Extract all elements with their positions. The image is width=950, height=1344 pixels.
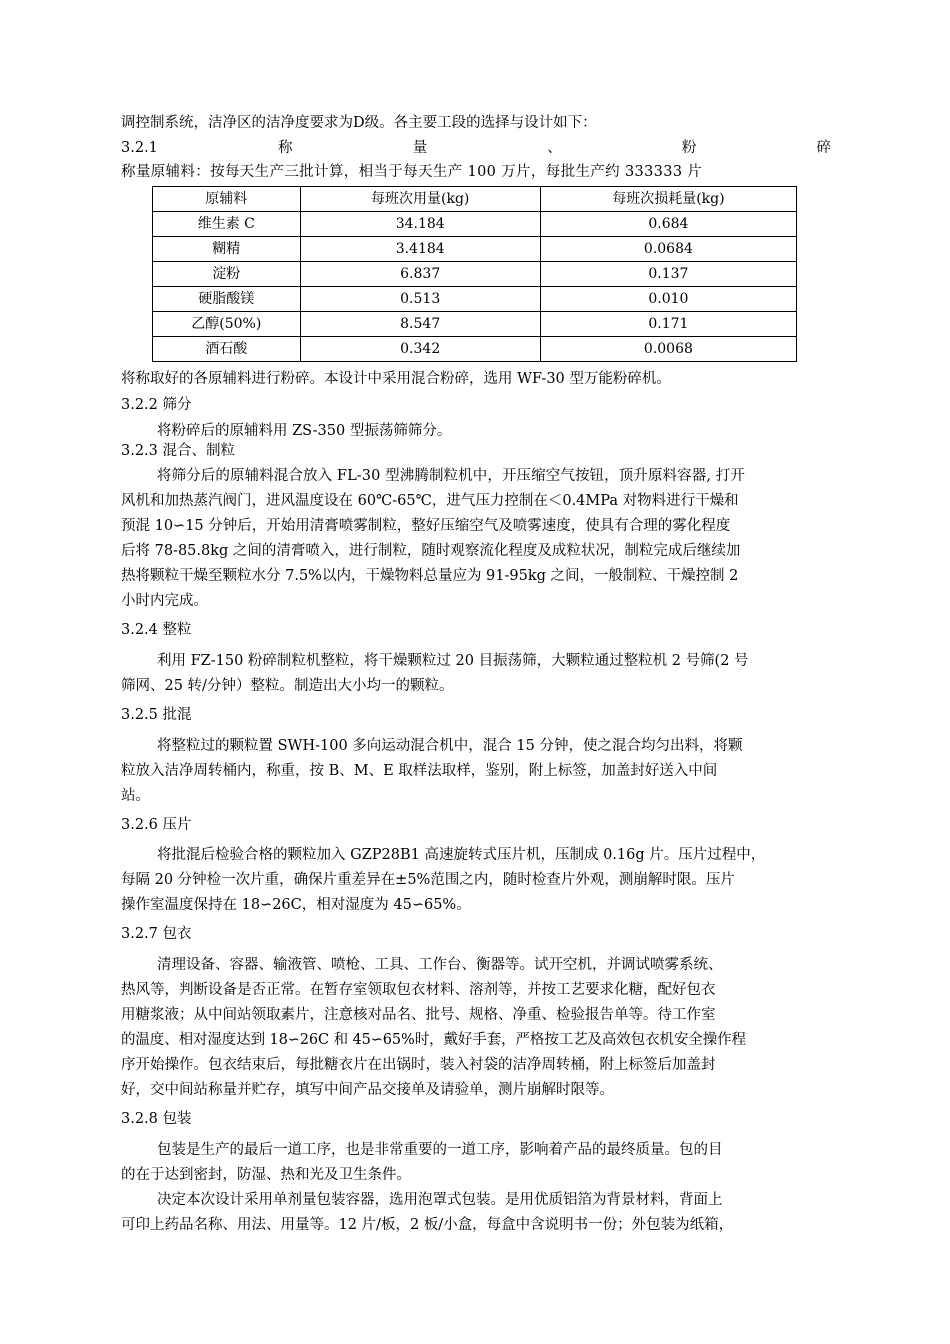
paragraph-line: 可印上药品名称、用法、用量等。12 片/板，2 板/小盒，每盒中含说明书一份；外包装为纸箱， [121, 1217, 734, 1233]
paragraph-line: 的温度、相对湿度达到 18∽26C 和 45∽65%时，戴好手套，严格按工艺及高效包衣机安全操作程 [121, 1032, 746, 1048]
paragraph-line: 将粉碎后的原辅料用 ZS-350 型振荡筛筛分。 [157, 423, 452, 439]
paragraph-line: 用糖浆液；从中间站领取素片，注意核对品名、批号、规格、净重、检验报告单等。待工作室 [121, 1007, 716, 1023]
paragraph-line: 称量原辅料：按每天生产三批计算，相当于每天生产 100 万片，每批生产约 333333 片 [121, 164, 703, 180]
table-cell: 乙醇(50%) [153, 312, 301, 337]
section-heading-3-2-7: 3.2.7 包衣 [121, 926, 192, 942]
paragraph-line: 热将颗粒干燥至颗粒水分 7.5%以内，干燥物料总量应为 91-95kg 之间，一般制粒、干燥控制 2 [121, 568, 739, 584]
section-heading-3-2-6: 3.2.6 压片 [121, 817, 192, 833]
heading-char: 量 [412, 140, 428, 156]
table-header-row [153, 187, 797, 212]
table-cell: 34.184 [300, 212, 540, 237]
paragraph-line: 风机和加热蒸汽阀门，进风温度设在 60℃-65℃，进气压力控制在＜0.4MPa 对物料进行干燥和 [121, 493, 739, 509]
table-cell: 酒石酸 [153, 337, 301, 362]
table-cell: 0.137 [540, 262, 796, 287]
paragraph-line: 序开始操作。包衣结束后，每批糖衣片在出锅时，装入衬袋的洁净周转桶，附上标签后加盖封 [121, 1057, 716, 1073]
table-row [153, 212, 797, 237]
paragraph-line: 站。 [121, 788, 150, 804]
section-heading-3-2-8: 3.2.8 包装 [121, 1111, 192, 1127]
table-row [153, 262, 797, 287]
paragraph-line: 筛网、25 转/分钟）整粒。制造出大小均一的颗粒。 [121, 678, 454, 694]
paragraph-line: 将称取好的各原辅料进行粉碎。本设计中采用混合粉碎，选用 WF-30 型万能粉碎机。 [121, 371, 671, 387]
paragraph-line: 决定本次设计采用单剂量包装容器，选用泡罩式包装。是用优质铝箔为背景材料，背面上 [157, 1192, 723, 1208]
table-cell: 0.0684 [540, 237, 796, 262]
section-number: 3.2.1 [121, 140, 158, 156]
paragraph-line: 小时内完成。 [121, 593, 208, 609]
table-header-cell: 原辅料 [153, 187, 301, 212]
paragraph-line: 包装是生产的最后一道工序，也是非常重要的一道工序，影响着产品的最终质量。包的目 [157, 1142, 723, 1158]
section-heading-3-2-3: 3.2.3 混合、制粒 [121, 443, 236, 459]
table-header-cell: 每班次损耗量(kg) [540, 187, 796, 212]
paragraph-line: 每隔 20 分钟检一次片重，确保片重差异在±5%范围之内，随时检查片外观，测崩解时限。压片 [121, 872, 735, 888]
table-row [153, 237, 797, 262]
paragraph-line: 预混 10∽15 分钟后，开始用清膏喷雾制粒，整好压缩空气及喷雾速度，使具有合理的雾化程度 [121, 518, 731, 534]
paragraph-line: 清理设备、容器、输液管、喷枪、工具、工作台、衡器等。试开空机，并调试喷雾系统、 [157, 957, 723, 973]
heading-char: 粉 [681, 140, 697, 156]
paragraph-line: 操作室温度保持在 18∽26C，相对湿度为 45∽65%。 [121, 897, 471, 913]
paragraph-line: 好，交中间站称量并贮存，填写中间产品交接单及请验单，测片崩解时限等。 [121, 1082, 614, 1098]
table-header-cell: 每班次用量(kg) [300, 187, 540, 212]
paragraph-line: 调控制系统，洁净区的洁净度要求为D级。各主要工段的选择与设计如下： [121, 115, 597, 131]
paragraph-line: 的在于达到密封，防湿、热和光及卫生条件。 [121, 1167, 411, 1183]
table-row [153, 287, 797, 312]
heading-char: 称 [278, 140, 293, 156]
table-cell: 0.171 [540, 312, 796, 337]
section-heading-3-2-5: 3.2.5 批混 [121, 707, 192, 723]
paragraph-line: 将批混后检验合格的颗粒加入 GZP28B1 高速旋转式压片机，压制成 0.16g 片。压片过程中， [157, 847, 766, 863]
table-cell: 0.684 [540, 212, 796, 237]
raw-material-table [152, 186, 797, 362]
heading-char: 、 [547, 140, 562, 156]
paragraph-line: 后将 78-85.8kg 之间的清膏喷入，进行制粒，随时观察流化程度及成粒状况，制粒完成后继续加 [121, 543, 741, 559]
paragraph-line: 粒放入洁净周转桶内，称重，按 B、M、E 取样法取样，鉴别，附上标签，加盖封好送入中间 [121, 763, 718, 779]
table-cell: 0.342 [300, 337, 540, 362]
section-heading-3-2-1 [121, 138, 831, 158]
heading-char: 碎 [816, 140, 831, 156]
paragraph-line: 热风等，判断设备是否正常。在暂存室领取包衣材料、溶剂等，并按工艺要求化糖，配好包衣 [121, 982, 716, 998]
table-cell: 0.0068 [540, 337, 796, 362]
table-cell: 糊精 [153, 237, 301, 262]
table-cell: 维生素 C [153, 212, 301, 237]
paragraph-line: 利用 FZ-150 粉碎制粒机整粒，将干燥颗粒过 20 目振荡筛，大颗粒通过整粒机 2 号筛(2 号 [157, 653, 749, 669]
paragraph-line: 将筛分后的原辅料混合放入 FL-30 型沸腾制粒机中，开压缩空气按钮，顶升原料容器, 打开 [157, 468, 745, 484]
table-cell: 6.837 [300, 262, 540, 287]
table-row [153, 337, 797, 362]
table-cell: 8.547 [300, 312, 540, 337]
table-cell: 淀粉 [153, 262, 301, 287]
paragraph-line: 将整粒过的颗粒置 SWH-100 多向运动混合机中，混合 15 分钟，使之混合均匀出料，将颗 [157, 738, 743, 754]
table-cell: 3.4184 [300, 237, 540, 262]
table-row [153, 312, 797, 337]
section-heading-3-2-4: 3.2.4 整粒 [121, 622, 192, 638]
section-heading-3-2-2: 3.2.2 筛分 [121, 397, 192, 413]
table-cell: 0.010 [540, 287, 796, 312]
table-cell: 0.513 [300, 287, 540, 312]
table-cell: 硬脂酸镁 [153, 287, 301, 312]
